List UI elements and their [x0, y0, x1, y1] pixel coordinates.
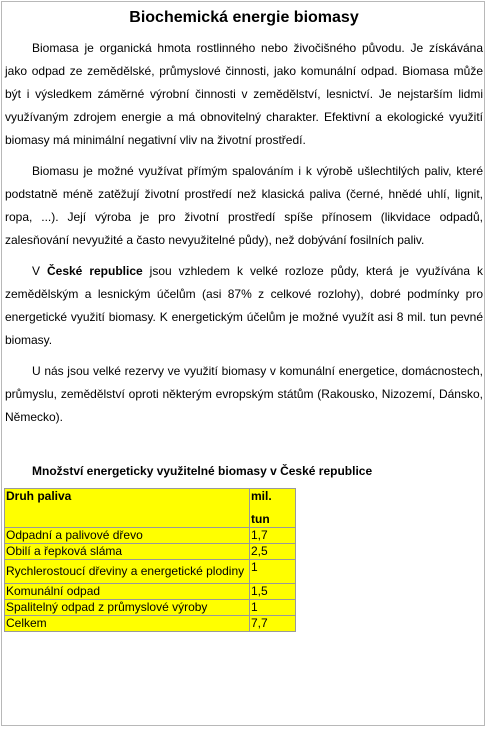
document-title: Biochemická energie biomasy [129, 9, 359, 26]
row-value: 1,5 [250, 584, 296, 600]
header-unit-line2: tun [251, 512, 270, 526]
row-fuel-name: Spalitelný odpad z průmyslové výroby [5, 600, 250, 616]
row-value: 1,7 [250, 528, 296, 544]
table-row [5, 544, 296, 560]
paragraph-3-rest: jsou vzhledem k velké rozloze půdy, která je využívána k zemědělským a lesnickým účelům (asi 87% z celkové rozlohy), dobré podmínky pro energetické využití biomasy. K energetickým účelům je možné využít asi 8 mil. tun pevné biomasy. [5, 264, 483, 347]
row-fuel-name: Odpadní a palivové dřevo [5, 528, 250, 544]
table-row [5, 528, 296, 544]
table-row [5, 560, 296, 584]
table-row-total [5, 616, 296, 632]
row-value: 1 [250, 600, 296, 616]
header-unit [250, 489, 296, 528]
row-value: 2,5 [250, 544, 296, 560]
row-fuel-name: Rychlerostoucí dřeviny a energetické plodiny [5, 560, 250, 584]
row-fuel-name: Obilí a řepková sláma [5, 544, 250, 560]
header-unit-line1: mil. [251, 489, 272, 503]
document-body [5, 8, 483, 632]
paragraph-3 [5, 260, 483, 352]
paragraph-2: Biomasu je možné využívat přímým spalováním i k výrobě ušlechtilých paliv, které podstatně méně zatěžují životní prostředí než klasická paliva (černé, hnědé uhlí, lignit, ropa, ...). Její výroba je pro životní prostředí spíše přínosem (likvidace odpadů, zalesňování nevyužité a často nevyužitelné půdy), než dobývání fosilních paliv. [5, 164, 483, 247]
country-name-bold: České republice [46, 264, 143, 278]
row-value: 1 [250, 560, 296, 584]
table-header-row [5, 489, 296, 528]
row-value: 7,7 [250, 616, 296, 632]
table-row [5, 584, 296, 600]
paragraph-4: U nás jsou velké rezervy ve využití biomasy v komunální energetice, domácnostech, průmyslu, zemědělství oproti některým evropským státům (Rakousko, Nizozemí, Dánsko, Německo). [5, 364, 483, 424]
header-fuel-type: Druh paliva [5, 489, 250, 528]
row-fuel-name: Komunální odpad [5, 584, 250, 600]
table-row [5, 600, 296, 616]
paragraph-3-start: V [32, 264, 47, 278]
table-heading: Množství energeticky využitelné biomasy v České republice [32, 464, 373, 478]
paragraph-1: Biomasa je organická hmota rostlinného nebo živočišného původu. Je získávána jako odpad ze zemědělské, průmyslové činnosti, jako komunální odpad. Biomasa může být i výsledkem záměrné výrobní činnosti v zemědělství, lesnictví. Je nejstarším lidmi využívaným zdrojem energie a má obnovitelný charakter. Efektivní a ekologické využití biomasy má minimální negativní vliv na životní prostředí. [5, 41, 483, 147]
biomass-table [4, 488, 296, 632]
row-fuel-name: Celkem [5, 616, 250, 632]
